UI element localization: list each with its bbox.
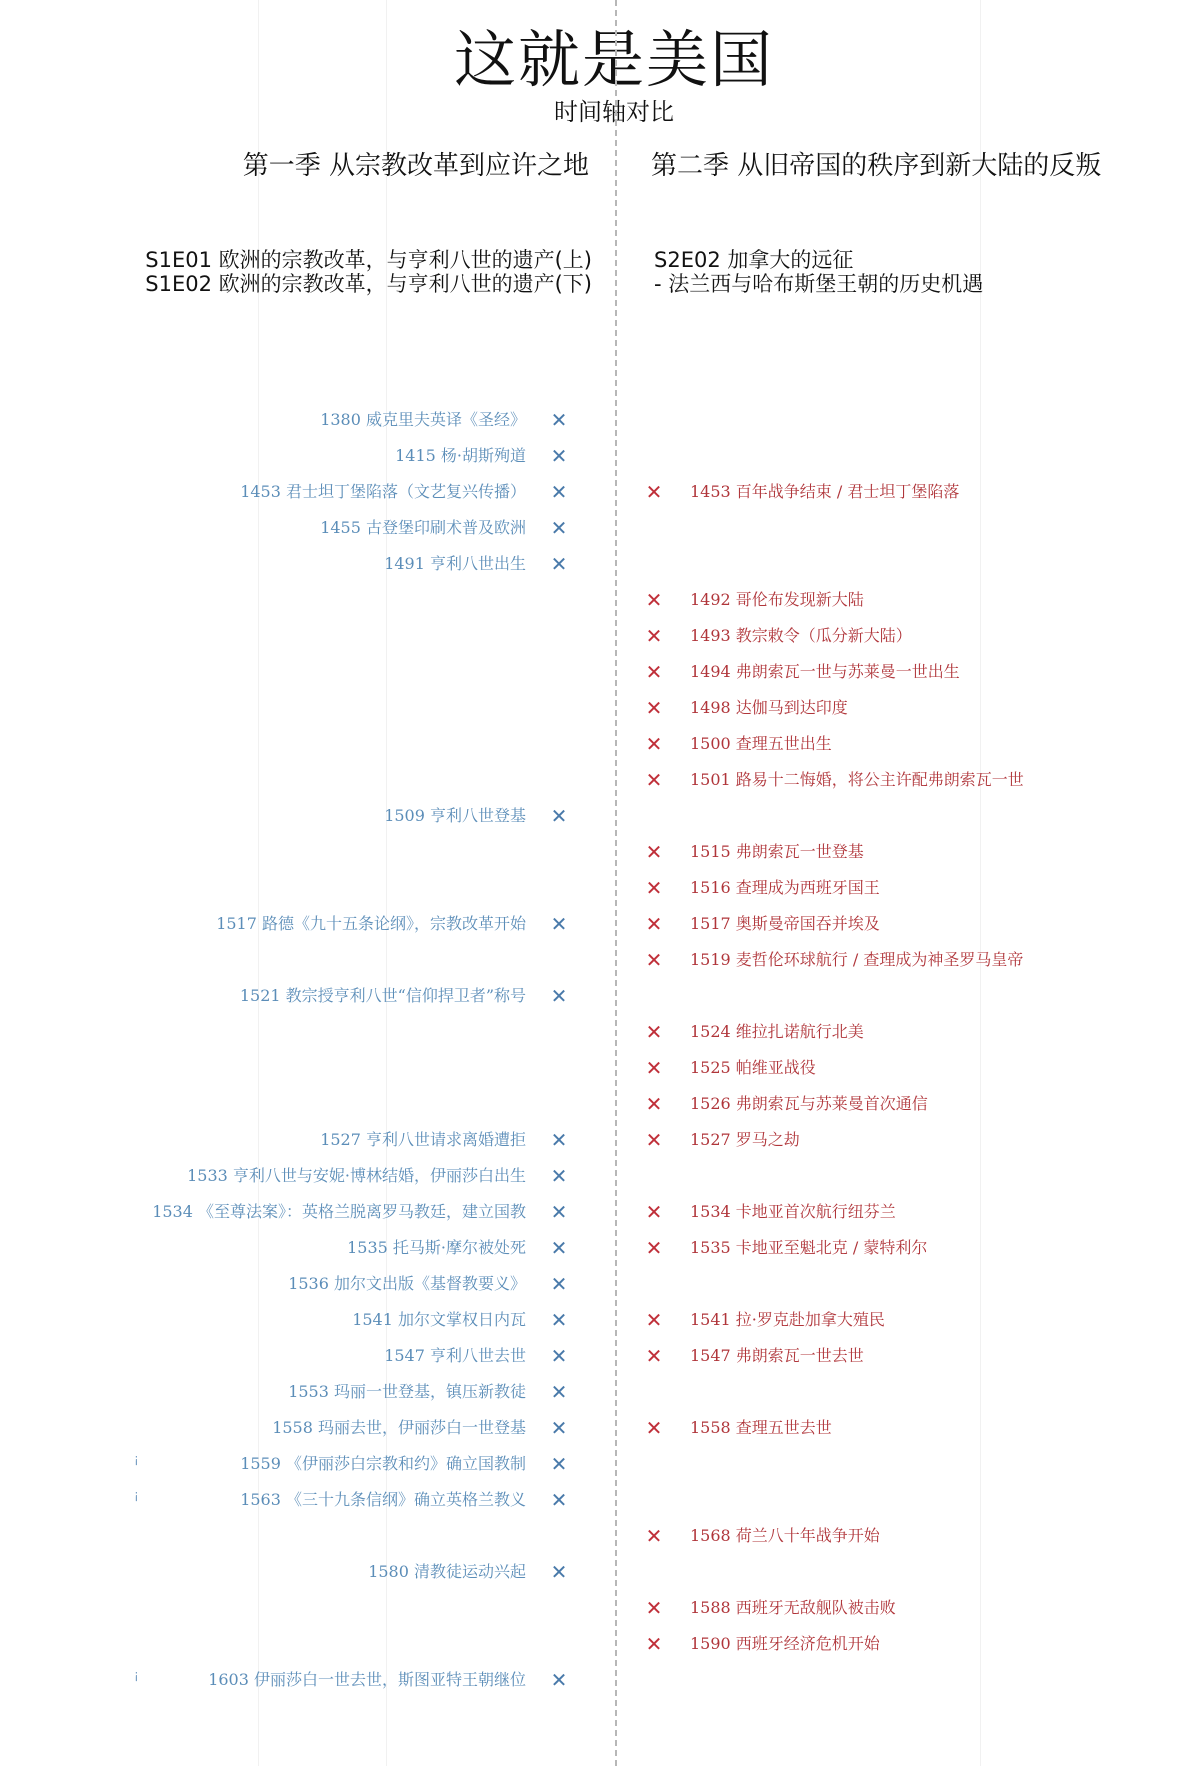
event-label: 1558 玛丽去世，伊丽莎白一世登基 <box>272 1418 526 1437</box>
cross-marker-icon: ✕ <box>645 1236 663 1260</box>
cross-marker-icon: ✕ <box>645 1020 663 1044</box>
cross-marker-icon: ✕ <box>550 480 568 504</box>
cross-marker-icon: ✕ <box>645 768 663 792</box>
event-label: 1521 教宗授亨利八世“信仰捍卫者”称号 <box>239 986 526 1005</box>
edge-tick: ¡ <box>134 1452 139 1466</box>
event-label: 1559 《伊丽莎白宗教和约》确立国教制 <box>240 1454 526 1473</box>
cross-marker-icon: ✕ <box>645 948 663 972</box>
event-label: 1534 卡地亚首次航行纽芬兰 <box>690 1202 896 1221</box>
cross-marker-icon: ✕ <box>645 876 663 900</box>
cross-marker-icon: ✕ <box>645 1596 663 1620</box>
event-label: 1580 清教徒运动兴起 <box>368 1562 526 1581</box>
event-label: 1380 威克里夫英译《圣经》 <box>320 410 526 429</box>
event-label: 1525 帕维亚战役 <box>690 1058 816 1077</box>
cross-marker-icon: ✕ <box>645 696 663 720</box>
cross-marker-icon: ✕ <box>645 1128 663 1152</box>
cross-marker-icon: ✕ <box>645 840 663 864</box>
event-label: 1515 弗朗索瓦一世登基 <box>690 842 864 861</box>
cross-marker-icon: ✕ <box>645 660 663 684</box>
cross-marker-icon: ✕ <box>550 1416 568 1440</box>
event-label: 1533 亨利八世与安妮·博林结婚，伊丽莎白出生 <box>187 1166 526 1185</box>
edge-tick: ¡ <box>134 1488 139 1502</box>
page-title: 这就是美国 <box>453 23 774 96</box>
event-label: 1517 路德《九十五条论纲》，宗教改革开始 <box>216 914 526 933</box>
event-label: 1509 亨利八世登基 <box>384 806 526 825</box>
cross-marker-icon: ✕ <box>550 1128 568 1152</box>
cross-marker-icon: ✕ <box>550 912 568 936</box>
event-label: 1493 教宗敕令（瓜分新大陆） <box>690 626 912 645</box>
cross-marker-icon: ✕ <box>645 1632 663 1656</box>
season1-episode: S1E02 欧洲的宗教改革，与亨利八世的遗产(下) <box>145 272 592 296</box>
event-label: 1547 亨利八世去世 <box>384 1346 526 1365</box>
cross-marker-icon: ✕ <box>645 1524 663 1548</box>
season2-episode: S2E02 加拿大的远征 <box>654 248 854 272</box>
event-label: 1536 加尔文出版《基督教要义》 <box>288 1274 526 1293</box>
season2-episode: - 法兰西与哈布斯堡王朝的历史机遇 <box>654 272 984 296</box>
cross-marker-icon: ✕ <box>550 984 568 1008</box>
faint-gridline <box>980 0 981 1766</box>
event-label: 1563 《三十九条信纲》确立英格兰教义 <box>240 1490 526 1509</box>
cross-marker-icon: ✕ <box>550 1164 568 1188</box>
cross-marker-icon: ✕ <box>645 624 663 648</box>
cross-marker-icon: ✕ <box>550 516 568 540</box>
event-label: 1588 西班牙无敌舰队被击败 <box>690 1598 896 1617</box>
cross-marker-icon: ✕ <box>550 444 568 468</box>
cross-marker-icon: ✕ <box>550 1200 568 1224</box>
event-label: 1524 维拉扎诺航行北美 <box>690 1022 864 1041</box>
cross-marker-icon: ✕ <box>645 1092 663 1116</box>
cross-marker-icon: ✕ <box>645 588 663 612</box>
cross-marker-icon: ✕ <box>550 1380 568 1404</box>
cross-marker-icon: ✕ <box>550 1308 568 1332</box>
event-label: 1491 亨利八世出生 <box>384 554 526 573</box>
event-label: 1501 路易十二悔婚，将公主许配弗朗索瓦一世 <box>690 770 1024 789</box>
event-label: 1494 弗朗索瓦一世与苏莱曼一世出生 <box>690 662 960 681</box>
event-label: 1500 查理五世出生 <box>690 734 832 753</box>
event-label: 1603 伊丽莎白一世去世，斯图亚特王朝继位 <box>208 1670 526 1689</box>
event-label: 1498 达伽马到达印度 <box>690 698 848 717</box>
event-label: 1526 弗朗索瓦与苏莱曼首次通信 <box>690 1094 928 1113</box>
event-label: 1568 荷兰八十年战争开始 <box>690 1526 880 1545</box>
cross-marker-icon: ✕ <box>550 804 568 828</box>
event-label: 1517 奥斯曼帝国吞并埃及 <box>690 914 880 933</box>
cross-marker-icon: ✕ <box>550 1488 568 1512</box>
cross-marker-icon: ✕ <box>550 1668 568 1692</box>
cross-marker-icon: ✕ <box>645 912 663 936</box>
cross-marker-icon: ✕ <box>550 1452 568 1476</box>
center-divider <box>615 0 617 1766</box>
event-label: 1535 托马斯·摩尔被处死 <box>347 1238 526 1257</box>
edge-tick: ¡ <box>134 1668 139 1682</box>
cross-marker-icon: ✕ <box>645 480 663 504</box>
cross-marker-icon: ✕ <box>550 1236 568 1260</box>
event-label: 1455 古登堡印刷术普及欧洲 <box>320 518 526 537</box>
season1-title: 第一季 从宗教改革到应许之地 <box>242 151 589 181</box>
event-label: 1553 玛丽一世登基，镇压新教徒 <box>288 1382 526 1401</box>
season1-episode: S1E01 欧洲的宗教改革，与亨利八世的遗产(上) <box>145 248 592 272</box>
event-label: 1527 罗马之劫 <box>690 1130 800 1149</box>
event-label: 1415 杨·胡斯殉道 <box>395 446 526 465</box>
cross-marker-icon: ✕ <box>645 1200 663 1224</box>
event-label: 1547 弗朗索瓦一世去世 <box>690 1346 864 1365</box>
event-label: 1590 西班牙经济危机开始 <box>690 1634 880 1653</box>
event-label: 1453 百年战争结束 / 君士坦丁堡陷落 <box>690 482 960 501</box>
cross-marker-icon: ✕ <box>645 1416 663 1440</box>
event-label: 1527 亨利八世请求离婚遭拒 <box>320 1130 526 1149</box>
cross-marker-icon: ✕ <box>550 1560 568 1584</box>
cross-marker-icon: ✕ <box>645 1308 663 1332</box>
event-label: 1516 查理成为西班牙国王 <box>690 878 880 897</box>
cross-marker-icon: ✕ <box>550 1272 568 1296</box>
event-label: 1558 查理五世去世 <box>690 1418 832 1437</box>
event-label: 1535 卡地亚至魁北克 / 蒙特利尔 <box>690 1238 928 1257</box>
event-label: 1519 麦哲伦环球航行 / 查理成为神圣罗马皇帝 <box>690 950 1024 969</box>
event-label: 1492 哥伦布发现新大陆 <box>690 590 864 609</box>
event-label: 1534 《至尊法案》：英格兰脱离罗马教廷，建立国教 <box>152 1202 526 1221</box>
cross-marker-icon: ✕ <box>550 408 568 432</box>
cross-marker-icon: ✕ <box>645 1344 663 1368</box>
cross-marker-icon: ✕ <box>645 1056 663 1080</box>
event-label: 1541 加尔文掌权日内瓦 <box>352 1310 526 1329</box>
season2-title: 第二季 从旧帝国的秩序到新大陆的反叛 <box>651 151 1102 181</box>
page-subtitle: 时间轴对比 <box>554 98 674 126</box>
cross-marker-icon: ✕ <box>645 732 663 756</box>
cross-marker-icon: ✕ <box>550 1344 568 1368</box>
event-label: 1453 君士坦丁堡陷落（文艺复兴传播） <box>240 482 526 501</box>
event-label: 1541 拉·罗克赴加拿大殖民 <box>690 1310 885 1329</box>
cross-marker-icon: ✕ <box>550 552 568 576</box>
